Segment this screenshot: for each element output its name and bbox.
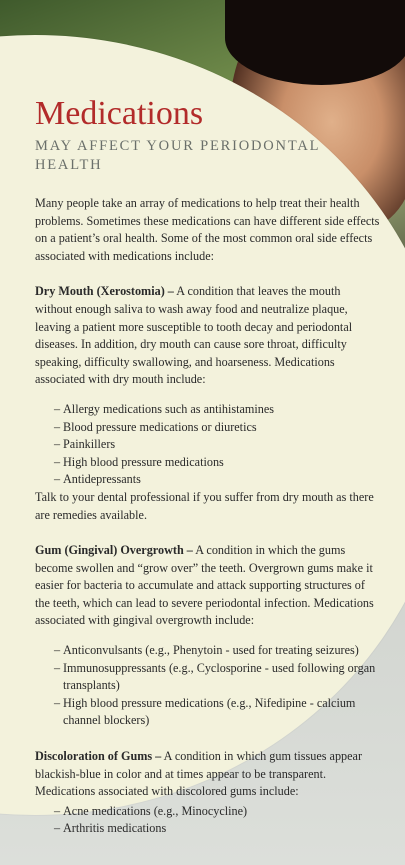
dash-bullet: – [54,643,61,658]
section-body: A condition in which the gums become swollen and “grow over” the teeth. Overgrown gums make it easier for bacteria to accumulate and attack supporting structures of the teeth, which can lead to severe periodontal infection. Medications associated with gingival overgrowth include: [35,543,374,628]
list-item [55,660,380,695]
list-item-text: Immunosuppressants (e.g., Cyclosporine - used following organ transplants) [63,660,376,693]
medication-list [35,803,380,838]
list-item [55,401,380,419]
medication-list [35,401,380,489]
list-item-text: Painkillers [63,437,116,452]
page-title: Medications [35,95,204,132]
section-gum-overgrowth [35,542,380,730]
section-dry-mouth [35,283,380,524]
dash-bullet: – [54,472,61,487]
dash-bullet: – [54,695,61,710]
section-heading: Discoloration of Gums – [35,749,162,764]
list-item [55,695,380,730]
list-item-text: Acne medications (e.g., Minocycline) [63,803,248,818]
dash-bullet: – [54,437,61,452]
list-item [55,642,380,660]
section-heading: Dry Mouth (Xerostomia) – [35,284,174,299]
section-discoloration [35,748,380,838]
section-paragraph [35,283,380,389]
page-subtitle: MAY AFFECT YOUR PERIODONTAL HEALTH [35,138,320,173]
list-item [55,436,380,454]
section-body: A condition in which gum tissues appear blackish-blue in color and at times appear to be transparent. Medications associated with discolored gums include: [35,749,363,799]
dash-bullet: – [54,660,61,675]
list-item-text: High blood pressure medications (e.g., Nifedipine - calcium channel blockers) [63,695,356,728]
section-paragraph [35,542,380,630]
intro-paragraph: Many people take an array of medications to help treat their health problems. Sometimes these medications can have different side effects on a patient’s oral health. Some of the most common oral side effects associated with medications include: [35,196,380,263]
list-item [55,803,380,821]
section-heading: Gum (Gingival) Overgrowth – [35,543,193,558]
section-paragraph [35,748,380,801]
list-item [55,454,380,472]
dash-bullet: – [54,419,61,434]
list-item-text: Antidepressants [63,472,141,487]
dash-bullet: – [54,803,61,818]
dash-bullet: – [54,454,61,469]
list-item-text: Blood pressure medications or diuretics [63,419,257,434]
list-item [55,471,380,489]
article [35,95,380,856]
list-item-text: Anticonvulsants (e.g., Phenytoin - used for treating seizures) [63,643,359,658]
medication-list [35,642,380,730]
dash-bullet: – [54,401,61,416]
list-item-text: Allergy medications such as antihistamines [63,401,274,416]
dash-bullet: – [54,821,61,836]
section-note: Talk to your dental professional if you suffer from dry mouth as there are remedies available. [35,489,374,522]
list-item-text: High blood pressure medications [63,454,224,469]
list-item [55,419,380,437]
list-item [55,820,380,838]
section-body: A condition that leaves the mouth without enough saliva to wash away food and neutralize plaque, leaving a patient more susceptible to tooth decay and periodontal diseases. In addition, dry mouth can cause sore throat, difficulty speaking, difficulty swallowing, and hoarseness. Medications associated with dry mouth include: [35,284,353,387]
list-item-text: Arthritis medications [63,821,167,836]
